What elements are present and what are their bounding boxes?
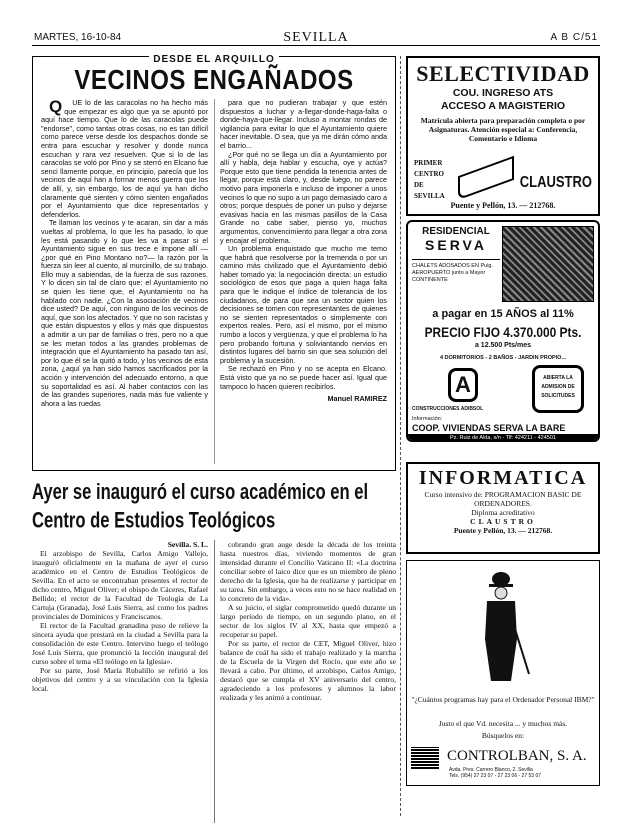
ad-address: Puente y Pellón, 13. — 212768. <box>450 201 556 210</box>
ad-builder: CONSTRUCCIONES ADIBSOL <box>412 406 484 412</box>
ad-offer: a pagar en 15 AÑOS al 11% <box>432 308 574 320</box>
ad-phones: Tels. (954) 27 23 07 - 27 23 06 - 27 53 07 <box>449 773 542 779</box>
ad-residencial-serva <box>406 220 600 442</box>
ad-body: Matrícula abierta para preparación completa o por Asignaturas. Atención especial a: Conferencia, Comentario e Idioma <box>420 116 586 143</box>
side-line: PRIMER <box>414 159 443 167</box>
ad-title: RESIDENCIAL <box>422 226 490 237</box>
paragraph: El rector de la Facultad granadina puso de relieve la sincera ayuda que prestará en la ciudad a Sevilla para la consolidación de este Centro. Intervino luego el teólogo José Luis Sierra, que pronunció la lección inaugural del curso sobre el tema «El teólogo en la Iglesia». <box>32 621 208 666</box>
article-title: VECINOS ENGAÑADOS <box>74 64 354 96</box>
paragraph: Te llaman los vecinos y te acaran, sin dar a más vueltas al problema, lo que les ha pasado, lo que les está pasando y lo que les va a pasar si el Ayuntamiento sigue en sus trece e impone allí —¿por qué en Pino Montano no?— la razón por la fuerza sin leer al cuento, al murcinillo, de su trabajo. Ello muy a sabiendas, de la fuerza de sus razones. Y lo dicen sin tal de claro que: el Ayuntamiento no se quien les tiene que, el Ayuntamiento no ha hablado con nadie. ¿Con la asociación de vecinos dice usted? De aquí, con ninguno de los vecinos de aquí, que son los afectados. Y que no son racistas y que están dispuestos y ellos y más que dispuestos a admitir a un par de familias o tres, pero no a que se les metan todos a las grandes problemas de integración que el Ayuntamiento ha pasado tan así, por lo que él se la quitó a todo, y los vecinos de esta zona, ¿aquí ya han sido hamos sacrificados por la acción y intervención del adecuado entorno, a que su soportalidad es así. Al haber contactos con las de las grandes superiores, nada más fue valiente y ahora a las ruedas <box>41 218 209 408</box>
article-signature: Manuel RAMIREZ <box>327 394 387 404</box>
article2-title-text: Ayer se inauguró el curso académico en el Centro de Estudios Teológicos <box>32 480 369 533</box>
ad-address: Avda. Pres. Carrero Blanco, 2. Sevilla <box>449 767 533 773</box>
paragraph: El arzobispo de Sevilla, Carlos Amigo Vallejo, inauguró oficialmente en la mañana de ayer el curso académico en el Centro de Estudios Teológicos de Sevilla. En el acto se encontraban presentes el rector de dicho centro, Miguel Oliver; el obispo de Cáceres, Rafael Bellido; el rector de la Facultad de Teología de La Cartuja (Granada), José Luis Sierra, así como los padres provinciales de Dominicos y Franciscanos. <box>32 549 208 621</box>
ad-company: CONTROLBAN, S. A. <box>447 748 587 764</box>
side-line: DE <box>414 181 424 189</box>
paragraph: Por su parte, el rector de CET, Miguel Oliver, hizo balance de cuál ha sido el trabajo realizado y la marcha de la Escuela de la Virgen del Rocío, que este año se llevará a cabo. Por último, el arzobispo, Carlos Amigo, destacó que se cumpla el XV aniversario del centro, agradeciendo a los profesores y alumnos la labor realizada y les animó a continuar. <box>220 639 396 702</box>
ad-title: SELECTIVIDAD <box>416 61 590 86</box>
ad-question: "¿Cuántos programas hay para el Ordenador Personal IBM?" <box>411 695 595 704</box>
ad-title: INFORMATICA <box>418 467 588 489</box>
article2-body <box>32 540 396 823</box>
ad-answer: Justo el que Vd. necesita ... y muchos más. <box>438 719 568 728</box>
house-illustration-icon <box>502 226 594 302</box>
ibm-logo-icon <box>411 747 439 769</box>
article-body <box>41 99 387 464</box>
ad-controlban <box>406 560 600 786</box>
paragraph: A su juicio, el siglar comprometido quedó durante un largo período de tiempo, en un segundo plano, en el sector de los siglos IV al XX, hasta que empezó a recuperar su papel. <box>220 603 396 639</box>
ad-desc: CHALETS ADOSADOS EN Pulg. AEROPUERTO junto a Mayor CONTINENTE <box>412 259 500 284</box>
ad-selectividad <box>406 56 600 216</box>
claustro-logo-icon <box>458 156 514 200</box>
side-line: CENTRO <box>414 170 444 178</box>
ad-line: Curso intensivo de: PROGRAMACION BASIC DE ORDENADORES. <box>424 490 582 508</box>
paragraph: Un problema enquistado que mucho me temo que habrá que resolverse por la tremenda o por un camino más civilizado que el Ayuntamiento debió haber tomado ya: la negociación directa: un estudio sociológico de esos que paga a quien haga falta para que le indique el índice de tolerancia de los ciudadanos, de para que sea un sector quien los decisiones se tomen con representantes de quienes no se sienten representados o simplemente con expertos reales. Pero, así el mismo, por el mismo rumbo a locos y vergüenza, y que el problema lo ha pero probando fortuna y soliviantando nervios en distintos lugares del barrio sin que sea solución del problema y la sucesión. <box>220 244 387 365</box>
ad-side-text <box>414 158 445 202</box>
ad-address: Puente y Pellón, 13. — 212768. <box>453 526 553 535</box>
ad-brand: CLAUSTRO <box>470 517 536 526</box>
paragraph: Se rechazó en Pino y no se acepta en Elcano. Está visto que ya no se puede hacer así. Igual que tampoco lo hacen quieren recibirlos. <box>220 364 387 391</box>
paragraph: ¿Por qué no se llega un día a Ayuntamiento por allí y habla, deja hablar y escucha, oye y actúa? Porque esto que tiene pendida la tenencia antes de llegar, porque está claro, y, desde luego, no parece motivo para imponerla e incluso de imponer a unos vecinos lo que no supo a un pago demasiado caro a otros; porque después de poner un pulso y dejarse evasivas hacia en las mismas pasillos de la Casa Grande no cabe saber, pienso yo, muchos argumentos, convencimiento para llegar a otra zona y encajar el problema. <box>220 149 387 245</box>
header-section: SEVILLA <box>283 30 349 45</box>
ad-coop: COOP. VIVIENDAS SERVA LA BARE <box>412 423 566 433</box>
paragraph: Por su parte, José María Rubalillo se refirió a los objetivos del centro y a su vinculación con la Iglesia local. <box>32 666 208 693</box>
admission-badge: ABIERTA LA ADMISION DE SOLICITUDES <box>532 365 584 413</box>
builder-logo-icon: A <box>448 368 478 402</box>
paragraph: cobrando gran auge desde la década de los treinta hasta nuestros días, viviendo momentos de gran intensidad durante el Concilio Vaticano II: «La doctrina conciliar sobre el laico dice que es un miembro de pleno derecho de la Iglesia, que ha de realizarse y participar en su tarea. Sin embargo, a veces esto no se hace realidad en lo concreto de la vida». <box>220 540 396 603</box>
ad-line: COU. INGRESO ATS <box>452 87 554 99</box>
ad-features: 4 DORMITORIOS - 2 BAÑOS - JARDIN PROPIO... <box>439 355 567 361</box>
paragraph: QUE lo de las caracolas no ha hecho más que empezar es algo que ya se apuntó por aquí hace tiempo. Que lo de las caracolas puede "endorse", como tantas otras cosas, no es tan difícil como parece verse desde los despachos donde se entra para escuchar y resolver y donde nunca escuchan y rara vez resuelven. Que si lo de las caracolas se voló por Pino y se sterró en Elcano fue senci llamente porque, en principio, parecía que los vecinos de aquí han a formar menos guerra que los de allí, y, sin embargo, los de aquí ya han dicho claramente qué sienten y cómo sienten engañados por el Ayuntamiento que dice representarlos y defenderlos. <box>41 99 208 219</box>
column-divider <box>400 56 401 816</box>
article2-title <box>32 478 397 535</box>
header-date: MARTES, 16-10-84 <box>34 32 122 43</box>
ad-info-label: Información: <box>412 416 443 422</box>
header-page: A B C/51 <box>550 32 598 43</box>
chaplin-figure-icon <box>471 569 531 689</box>
article-vecinos <box>32 56 396 471</box>
ad-contact: Pz. Ruiz de Alda, s/n - Tlf: 424211 - 424501 <box>408 434 598 442</box>
ad-line: ACCESO A MAGISTERIO <box>440 100 566 112</box>
paragraph: para que no pudieran trabajar y que estén dispuestos a luchar y a-llegar-donde-haga-falta o donde-haya-que-llegar. Incluso a montar rondas de vigilancia para evitar lo que el Ayuntamiento quiere hacer inevitable. O sea, que ya me dirán cómo anda el barrio... <box>220 99 387 150</box>
ad-address-block <box>449 767 541 779</box>
ad-brand: SERVA <box>425 237 487 253</box>
article-kicker: DESDE EL ARQUILLO <box>149 54 278 65</box>
side-line: SEVILLA <box>414 192 445 200</box>
ad-price: PRECIO FIJO 4.370.000 Pts. <box>424 324 582 340</box>
ad-monthly: a 12.500 Pts/mes <box>474 342 532 349</box>
ad-find: Búsquelos en: <box>481 731 525 740</box>
ad-brand: CLAUSTRO <box>519 172 592 191</box>
page-header <box>32 30 600 46</box>
ad-informatica <box>406 462 600 554</box>
ad-line: Diploma acreditativo <box>471 508 535 517</box>
article2-byline: Sevilla. S. L. <box>167 540 208 549</box>
